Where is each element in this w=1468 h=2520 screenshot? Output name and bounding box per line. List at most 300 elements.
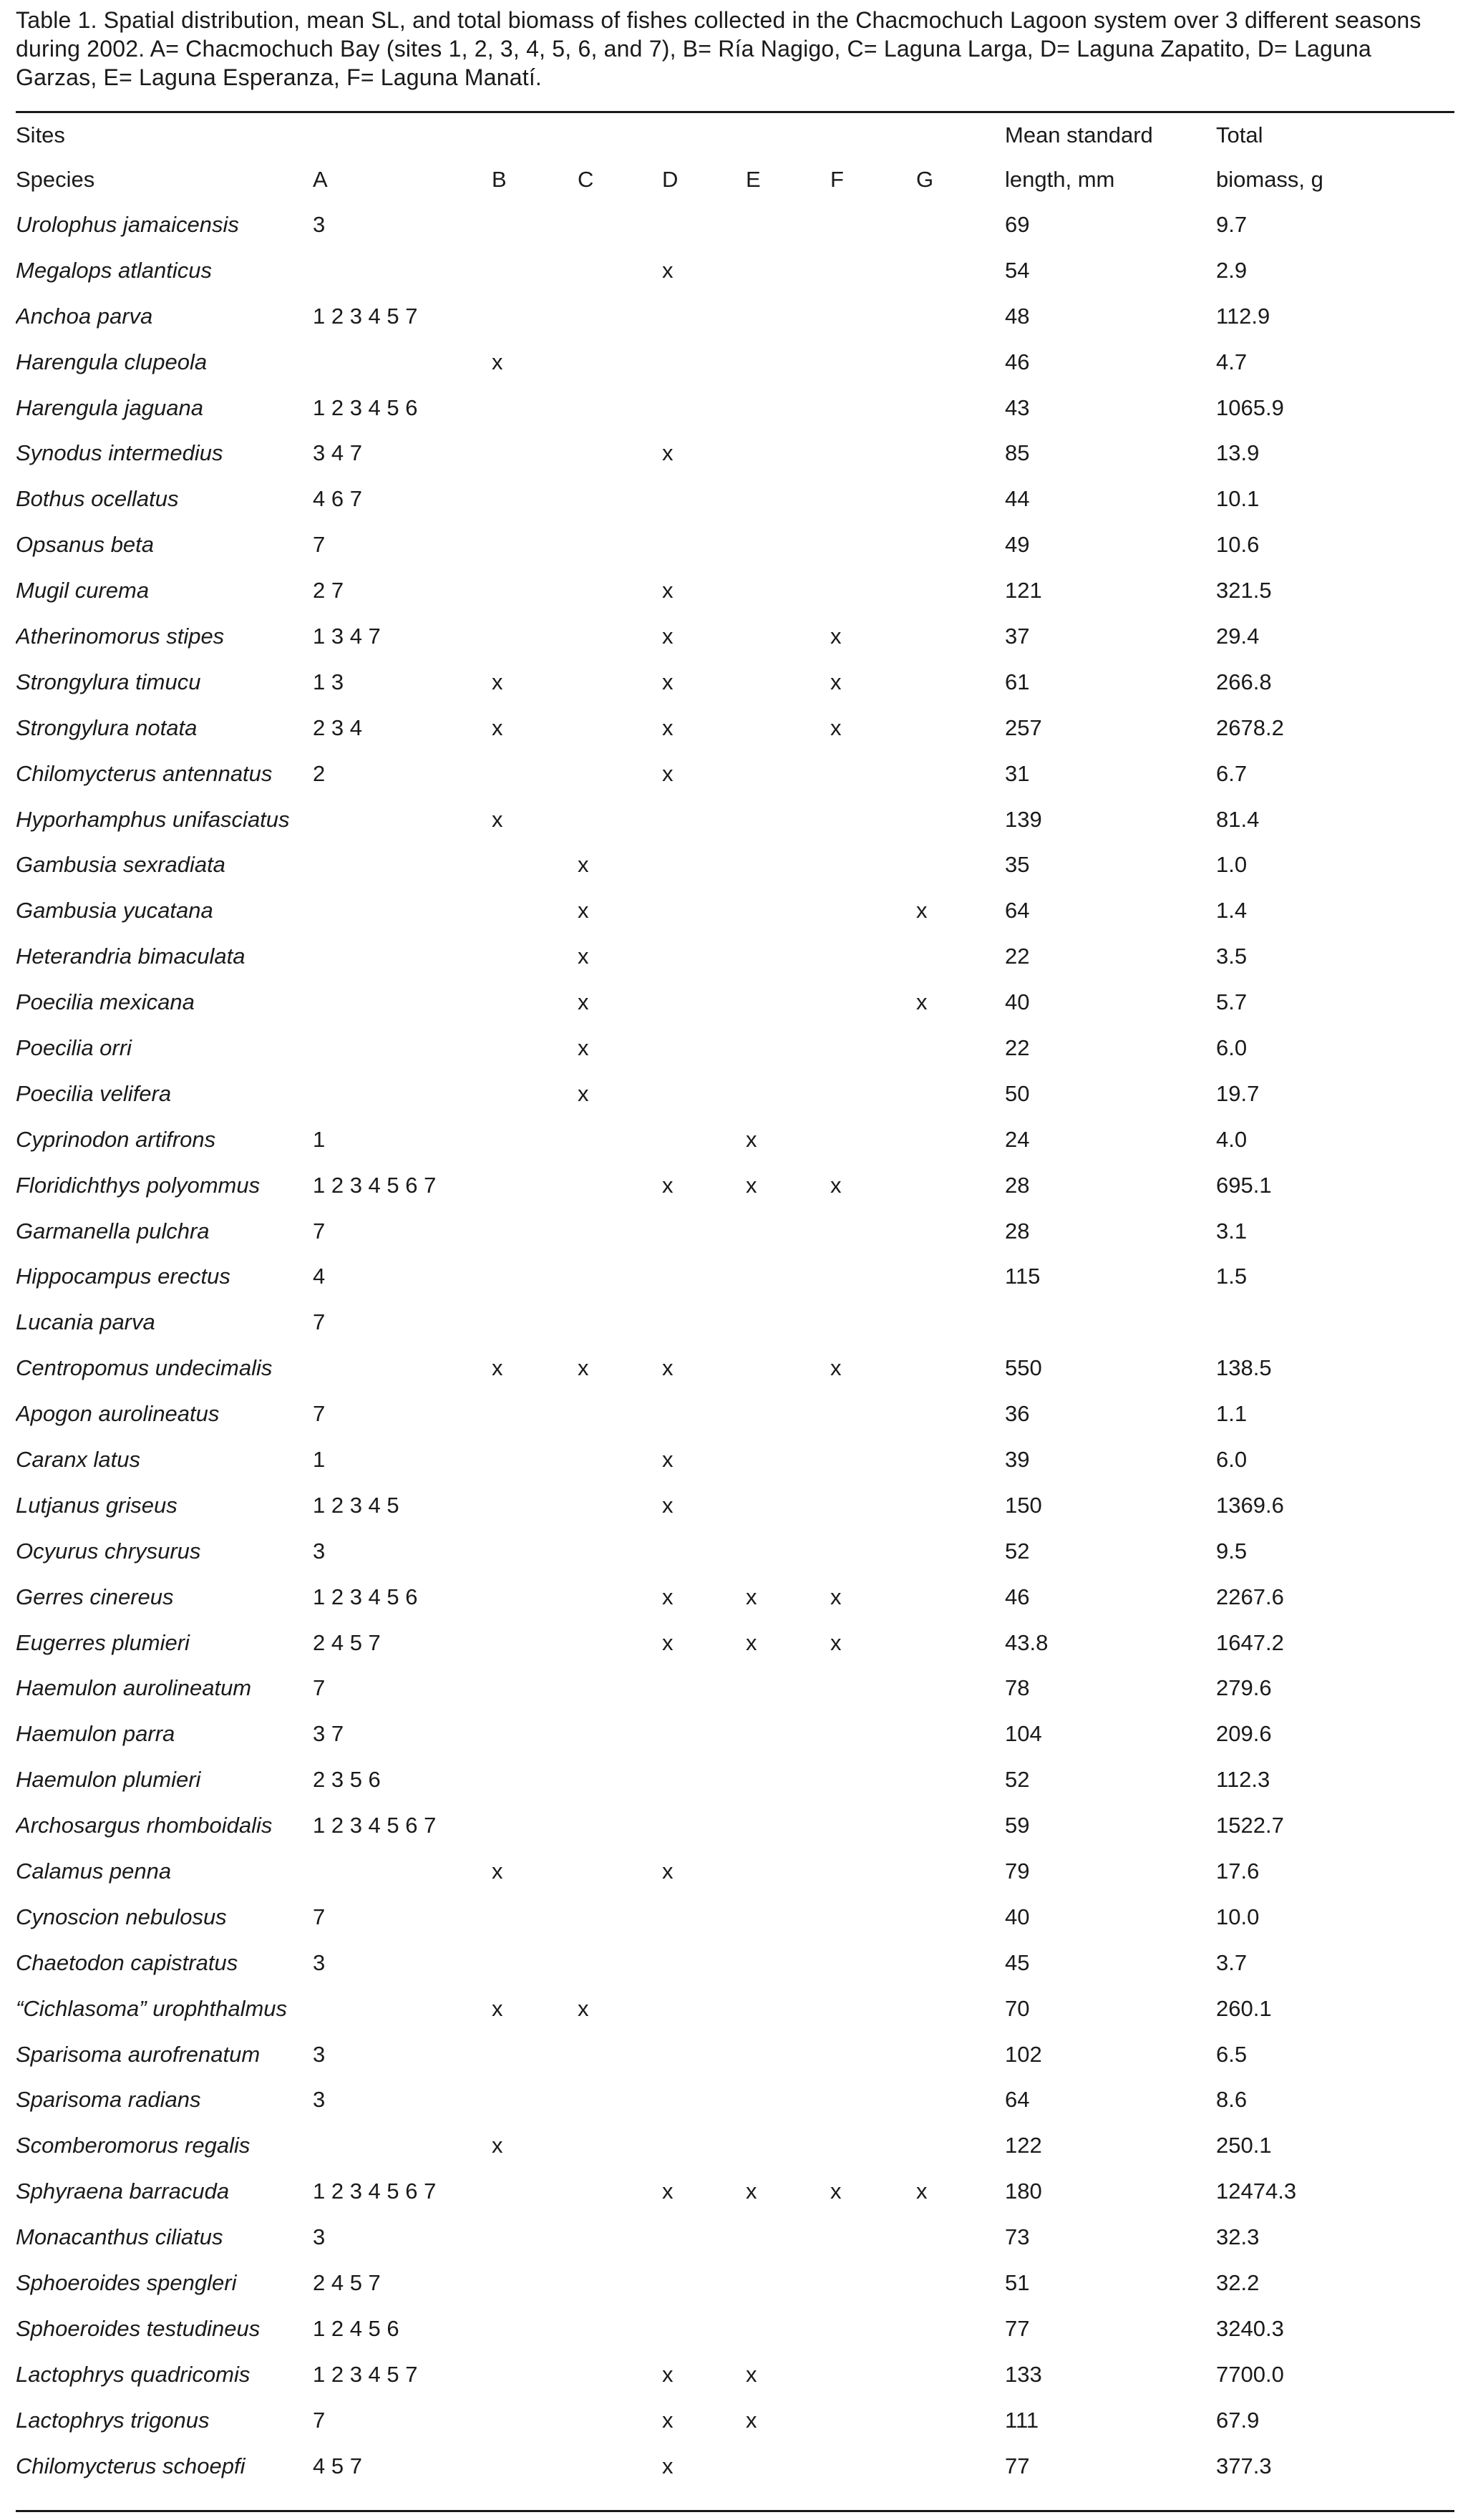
col-b-cell — [492, 1666, 578, 1712]
mean-length-cell: 45 — [1005, 1949, 1030, 1975]
col-a-cell: 1 2 4 5 6 — [313, 2315, 399, 2341]
col-d-cell — [662, 1391, 746, 1437]
col-c-cell: x — [578, 852, 589, 878]
col-g-cell — [916, 614, 1005, 659]
col-e-cell — [746, 1940, 830, 1986]
col-g-cell — [916, 1437, 1005, 1483]
col-c-cell: x — [578, 944, 589, 969]
table-row — [16, 979, 1462, 1025]
col-c-cell — [578, 2214, 662, 2260]
col-d-cell — [662, 2078, 746, 2123]
col-e-cell — [746, 1254, 830, 1299]
col-d-cell — [662, 294, 746, 339]
col-g-cell — [916, 842, 1005, 888]
col-d-cell — [662, 1299, 746, 1345]
col-a-cell — [313, 1345, 492, 1391]
header-col-f: F — [830, 167, 844, 192]
table-row — [16, 751, 1462, 797]
species-name-cell: Strongylura notata — [16, 714, 198, 740]
header-col-b: B — [492, 167, 507, 192]
species-name-cell: Lactophrys trigonus — [16, 2407, 210, 2433]
col-d-cell — [662, 1025, 746, 1071]
col-b-cell — [492, 1620, 578, 1666]
col-g-cell — [916, 1483, 1005, 1528]
species-name-cell: Chilomycterus antennatus — [16, 760, 273, 786]
col-f-cell — [830, 1254, 916, 1299]
col-b-cell — [492, 1528, 578, 1574]
species-name-cell: Haemulon plumieri — [16, 1767, 201, 1793]
col-c-cell: x — [578, 1034, 589, 1060]
col-c-cell — [578, 2260, 662, 2306]
total-biomass-cell: 67.9 — [1216, 2407, 1260, 2433]
species-name-cell: Haemulon aurolineatum — [16, 1675, 252, 1701]
col-b-cell — [492, 2214, 578, 2260]
col-e-cell — [746, 248, 830, 294]
col-f-cell — [830, 1437, 916, 1483]
col-a-cell: 2 — [313, 760, 326, 786]
col-e-cell — [746, 1848, 830, 1894]
header-row-2 — [16, 158, 1462, 202]
mean-length-cell: 69 — [1005, 211, 1030, 237]
col-g-cell — [916, 2443, 1005, 2489]
col-f-cell — [830, 2443, 916, 2489]
col-f-cell: x — [830, 1629, 842, 1655]
col-b-cell — [492, 1757, 578, 1803]
col-c-cell — [578, 476, 662, 522]
col-c-cell — [578, 1483, 662, 1528]
col-e-cell — [746, 1391, 830, 1437]
col-a-cell: 2 3 4 — [313, 714, 362, 740]
col-e-cell — [746, 522, 830, 568]
col-c-cell — [578, 1620, 662, 1666]
col-f-cell — [830, 842, 916, 888]
species-name-cell: Gambusia yucatana — [16, 898, 213, 924]
col-a-cell: 1 2 3 4 5 6 — [313, 394, 418, 420]
col-e-cell — [746, 1986, 830, 2032]
col-d-cell: x — [662, 1584, 674, 1609]
col-c-cell — [578, 294, 662, 339]
col-a-cell — [313, 248, 492, 294]
col-f-cell — [830, 476, 916, 522]
col-d-cell: x — [662, 2179, 674, 2204]
species-name-cell: Atherinomorus stipes — [16, 623, 225, 649]
col-f-cell — [830, 2398, 916, 2443]
col-a-cell — [313, 339, 492, 385]
col-d-cell — [662, 1208, 746, 1254]
col-d-cell — [662, 842, 746, 888]
col-f-cell — [830, 294, 916, 339]
col-b-cell — [492, 2078, 578, 2123]
col-a-cell: 7 — [313, 1904, 326, 1929]
col-d-cell — [662, 202, 746, 248]
col-b-cell — [492, 522, 578, 568]
col-f-cell — [830, 1025, 916, 1071]
col-d-cell: x — [662, 1446, 674, 1472]
mean-length-cell: 22 — [1005, 1034, 1030, 1060]
mean-length-cell: 79 — [1005, 1858, 1030, 1884]
col-d-cell — [662, 1894, 746, 1940]
table-row — [16, 2443, 1462, 2489]
col-b-cell — [492, 385, 578, 431]
species-name-cell: Apogon aurolineatus — [16, 1401, 220, 1427]
header-col-d: D — [662, 167, 679, 192]
species-name-cell: Lactophrys quadricomis — [16, 2361, 251, 2387]
col-c-cell: x — [578, 1995, 589, 2021]
total-biomass-cell: 138.5 — [1216, 1355, 1272, 1381]
col-e-cell — [746, 385, 830, 431]
col-f-cell — [830, 1666, 916, 1712]
bottom-rule — [16, 2510, 1454, 2512]
col-c-cell — [578, 2352, 662, 2398]
mean-length-cell: 102 — [1005, 2041, 1042, 2067]
col-e-cell — [746, 476, 830, 522]
header-col-e: E — [746, 167, 761, 192]
col-f-cell — [830, 339, 916, 385]
mean-length-cell: 40 — [1005, 1904, 1030, 1929]
col-e-cell: x — [746, 2179, 757, 2204]
col-a-cell: 7 — [313, 1401, 326, 1427]
total-biomass-cell: 112.3 — [1216, 1767, 1270, 1793]
total-biomass-cell: 5.7 — [1216, 989, 1248, 1015]
species-name-cell: Gerres cinereus — [16, 1584, 174, 1609]
col-a-cell: 1 — [313, 1446, 326, 1472]
col-g-cell — [916, 2123, 1005, 2168]
col-c-cell — [578, 1299, 662, 1345]
total-biomass-cell: 279.6 — [1216, 1675, 1272, 1701]
col-g-cell — [916, 1848, 1005, 1894]
col-f-cell — [830, 979, 916, 1025]
col-d-cell: x — [662, 1492, 674, 1518]
mean-length-cell: 121 — [1005, 578, 1042, 604]
total-biomass-cell: 3.7 — [1216, 1949, 1248, 1975]
col-e-cell — [746, 751, 830, 797]
header-row-1 — [16, 113, 1462, 158]
col-c-cell — [578, 430, 662, 476]
mean-length-cell: 150 — [1005, 1492, 1042, 1518]
total-biomass-cell: 9.5 — [1216, 1538, 1248, 1564]
header-species: Species — [16, 167, 95, 192]
col-f-cell: x — [830, 1172, 842, 1198]
table-row — [16, 476, 1462, 522]
col-f-cell — [830, 1803, 916, 1848]
table-row — [16, 339, 1462, 385]
species-name-cell: Sphyraena barracuda — [16, 2179, 230, 2204]
total-biomass-cell — [1216, 1299, 1462, 1345]
col-f-cell — [830, 1208, 916, 1254]
col-e-cell — [746, 1299, 830, 1345]
mean-length-cell: 73 — [1005, 2224, 1030, 2250]
species-name-cell: Chilomycterus schoepfi — [16, 2453, 246, 2478]
col-g-cell — [916, 476, 1005, 522]
col-g-cell — [916, 705, 1005, 751]
species-name-cell: Poecilia velifera — [16, 1080, 172, 1106]
col-c-cell — [578, 2168, 662, 2214]
species-name-cell: Centropomus undecimalis — [16, 1355, 273, 1381]
col-d-cell: x — [662, 1355, 674, 1381]
col-g-cell — [916, 1025, 1005, 1071]
col-a-cell: 3 — [313, 1949, 326, 1975]
col-c-cell — [578, 1208, 662, 1254]
col-b-cell — [492, 248, 578, 294]
col-c-cell — [578, 1163, 662, 1208]
total-biomass-cell: 19.7 — [1216, 1080, 1260, 1106]
col-d-cell: x — [662, 578, 674, 604]
species-name-cell: Sparisoma aurofrenatum — [16, 2041, 261, 2067]
col-a-cell: 1 — [313, 1126, 326, 1152]
species-name-cell: Mugil curema — [16, 578, 150, 604]
col-a-cell: 2 7 — [313, 578, 344, 604]
col-f-cell — [830, 1894, 916, 1940]
col-g-cell — [916, 385, 1005, 431]
mean-length-cell: 44 — [1005, 486, 1030, 512]
col-c-cell: x — [578, 1080, 589, 1106]
total-biomass-cell: 112.9 — [1216, 303, 1270, 329]
table-row — [16, 614, 1462, 659]
total-biomass-cell: 3.1 — [1216, 1218, 1248, 1244]
col-d-cell: x — [662, 2361, 674, 2387]
col-b-cell: x — [492, 714, 503, 740]
mean-length-cell: 70 — [1005, 1995, 1030, 2021]
col-a-cell: 3 — [313, 2224, 326, 2250]
col-b-cell — [492, 1803, 578, 1848]
col-f-cell: x — [830, 669, 842, 694]
col-a-cell: 1 2 3 4 5 6 — [313, 1584, 418, 1609]
col-d-cell: x — [662, 714, 674, 740]
col-c-cell — [578, 568, 662, 614]
species-name-cell: Eugerres plumieri — [16, 1629, 190, 1655]
col-d-cell — [662, 2260, 746, 2306]
table-row — [16, 659, 1462, 705]
total-biomass-cell: 1.5 — [1216, 1264, 1248, 1289]
col-f-cell: x — [830, 2179, 842, 2204]
col-b-cell: x — [492, 1355, 503, 1381]
col-e-cell — [746, 1208, 830, 1254]
table-row — [16, 1848, 1462, 1894]
total-biomass-cell: 32.3 — [1216, 2224, 1260, 2250]
col-a-cell: 1 2 3 4 5 7 — [313, 2361, 418, 2387]
table-row — [16, 2352, 1462, 2398]
species-name-cell: Scomberomorus regalis — [16, 2133, 251, 2158]
col-c-cell — [578, 1666, 662, 1712]
col-b-cell — [492, 888, 578, 934]
col-e-cell — [746, 1757, 830, 1803]
col-e-cell — [746, 202, 830, 248]
total-biomass-cell: 4.0 — [1216, 1126, 1248, 1152]
col-a-cell: 7 — [313, 1309, 326, 1335]
col-g-cell — [916, 2352, 1005, 2398]
col-b-cell: x — [492, 1995, 503, 2021]
col-b-cell — [492, 1483, 578, 1528]
mean-length-cell: 31 — [1005, 760, 1030, 786]
col-g-cell — [916, 1666, 1005, 1712]
species-name-cell: Hyporhamphus unifasciatus — [16, 806, 290, 832]
header-sites: Sites — [16, 122, 65, 147]
col-a-cell: 1 3 — [313, 669, 344, 694]
col-e-cell: x — [746, 2407, 757, 2433]
col-f-cell — [830, 1391, 916, 1437]
col-d-cell — [662, 1254, 746, 1299]
species-name-cell: Cyprinodon artifrons — [16, 1126, 216, 1152]
species-name-cell: Cynoscion nebulosus — [16, 1904, 227, 1929]
total-biomass-cell: 9.7 — [1216, 211, 1248, 237]
col-b-cell — [492, 1711, 578, 1757]
col-a-cell: 7 — [313, 532, 326, 558]
table-row — [16, 934, 1462, 979]
mean-length-cell: 40 — [1005, 989, 1030, 1015]
col-d-cell — [662, 1986, 746, 2032]
col-f-cell: x — [830, 623, 842, 649]
col-b-cell — [492, 1894, 578, 1940]
table-row — [16, 1803, 1462, 1848]
col-g-cell — [916, 430, 1005, 476]
col-a-cell: 3 4 7 — [313, 440, 362, 466]
col-c-cell — [578, 614, 662, 659]
table-row — [16, 1986, 1462, 2032]
col-e-cell — [746, 1711, 830, 1757]
col-g-cell — [916, 202, 1005, 248]
mean-length-cell: 28 — [1005, 1218, 1030, 1244]
species-name-cell: Lutjanus griseus — [16, 1492, 178, 1518]
col-f-cell — [830, 1483, 916, 1528]
col-g-cell — [916, 797, 1005, 843]
header-col-c: C — [578, 167, 594, 192]
table-row — [16, 888, 1462, 934]
col-g-cell — [916, 1254, 1005, 1299]
total-biomass-cell: 1065.9 — [1216, 394, 1284, 420]
species-name-cell: “Cichlasoma” urophthalmus — [16, 1995, 288, 2021]
col-e-cell — [746, 294, 830, 339]
col-a-cell: 1 2 3 4 5 6 7 — [313, 2179, 437, 2204]
col-b-cell: x — [492, 806, 503, 832]
species-name-cell: Hippocampus erectus — [16, 1264, 230, 1289]
col-b-cell — [492, 2398, 578, 2443]
col-d-cell: x — [662, 1629, 674, 1655]
col-c-cell — [578, 248, 662, 294]
total-biomass-cell: 321.5 — [1216, 578, 1272, 604]
col-d-cell — [662, 1117, 746, 1163]
col-a-cell — [313, 934, 492, 979]
col-c-cell — [578, 2032, 662, 2078]
col-f-cell — [830, 1071, 916, 1117]
col-a-cell: 4 6 7 — [313, 486, 362, 512]
col-b-cell — [492, 842, 578, 888]
total-biomass-cell: 6.0 — [1216, 1034, 1248, 1060]
total-biomass-cell: 6.5 — [1216, 2041, 1248, 2067]
col-c-cell — [578, 2123, 662, 2168]
col-b-cell — [492, 2032, 578, 2078]
col-c-cell — [578, 2398, 662, 2443]
col-e-cell — [746, 2078, 830, 2123]
col-c-cell — [578, 751, 662, 797]
col-a-cell: 1 2 3 4 5 6 7 — [313, 1813, 437, 1838]
col-g-cell — [916, 568, 1005, 614]
header-biomass-line2: biomass, g — [1216, 167, 1323, 192]
mean-length-cell: 64 — [1005, 2087, 1030, 2113]
species-name-cell: Floridichthys polyommus — [16, 1172, 261, 1198]
col-a-cell: 1 2 3 4 5 7 — [313, 303, 418, 329]
col-a-cell: 1 2 3 4 5 — [313, 1492, 399, 1518]
col-b-cell — [492, 1299, 578, 1345]
total-biomass-cell: 29.4 — [1216, 623, 1260, 649]
col-f-cell — [830, 797, 916, 843]
col-f-cell — [830, 2306, 916, 2352]
col-e-cell — [746, 568, 830, 614]
col-f-cell — [830, 202, 916, 248]
col-a-cell — [313, 2123, 492, 2168]
col-c-cell — [578, 1437, 662, 1483]
col-e-cell — [746, 1666, 830, 1712]
col-g-cell: x — [916, 2179, 928, 2204]
mean-length-cell: 49 — [1005, 532, 1030, 558]
col-f-cell — [830, 2032, 916, 2078]
col-e-cell — [746, 2443, 830, 2489]
col-c-cell: x — [578, 898, 589, 924]
col-c-cell — [578, 1391, 662, 1437]
col-e-cell — [746, 1894, 830, 1940]
col-e-cell — [746, 339, 830, 385]
col-b-cell — [492, 2443, 578, 2489]
mean-length-cell: 61 — [1005, 669, 1030, 694]
col-g-cell — [916, 659, 1005, 705]
col-e-cell — [746, 430, 830, 476]
col-g-cell — [916, 2032, 1005, 2078]
table-row — [16, 2168, 1462, 2214]
table-row — [16, 1071, 1462, 1117]
header-length-line1: Mean standard — [1005, 122, 1153, 147]
species-name-cell: Anchoa parva — [16, 303, 153, 329]
col-f-cell — [830, 1711, 916, 1757]
col-d-cell — [662, 797, 746, 843]
table-row — [16, 1208, 1462, 1254]
mean-length-cell: 54 — [1005, 257, 1030, 283]
col-c-cell — [578, 2078, 662, 2123]
total-biomass-cell: 250.1 — [1216, 2133, 1272, 2158]
mean-length-cell: 36 — [1005, 1401, 1030, 1427]
col-f-cell — [830, 248, 916, 294]
mean-length-cell: 139 — [1005, 806, 1042, 832]
species-name-cell: Poecilia orri — [16, 1034, 132, 1060]
col-e-cell: x — [746, 1584, 757, 1609]
col-e-cell — [746, 614, 830, 659]
total-biomass-cell: 266.8 — [1216, 669, 1272, 694]
col-g-cell — [916, 339, 1005, 385]
col-c-cell — [578, 1574, 662, 1620]
col-g-cell — [916, 1528, 1005, 1574]
col-g-cell: x — [916, 898, 928, 924]
col-a-cell: 2 4 5 7 — [313, 1629, 381, 1655]
col-f-cell — [830, 1757, 916, 1803]
col-a-cell: 4 5 7 — [313, 2453, 362, 2478]
table-row — [16, 797, 1462, 843]
col-f-cell — [830, 385, 916, 431]
col-e-cell — [746, 1345, 830, 1391]
col-b-cell — [492, 751, 578, 797]
col-f-cell — [830, 2123, 916, 2168]
col-b-cell — [492, 1254, 578, 1299]
col-f-cell — [830, 2352, 916, 2398]
mean-length-cell: 85 — [1005, 440, 1030, 466]
mean-length-cell: 35 — [1005, 852, 1030, 878]
species-name-cell: Monacanthus ciliatus — [16, 2224, 223, 2250]
col-e-cell — [746, 934, 830, 979]
mean-length-cell: 78 — [1005, 1675, 1030, 1701]
col-f-cell — [830, 2078, 916, 2123]
table-row — [16, 202, 1462, 248]
col-g-cell — [916, 1391, 1005, 1437]
mean-length-cell: 46 — [1005, 349, 1030, 374]
mean-length-cell: 77 — [1005, 2453, 1030, 2478]
col-c-cell — [578, 1757, 662, 1803]
